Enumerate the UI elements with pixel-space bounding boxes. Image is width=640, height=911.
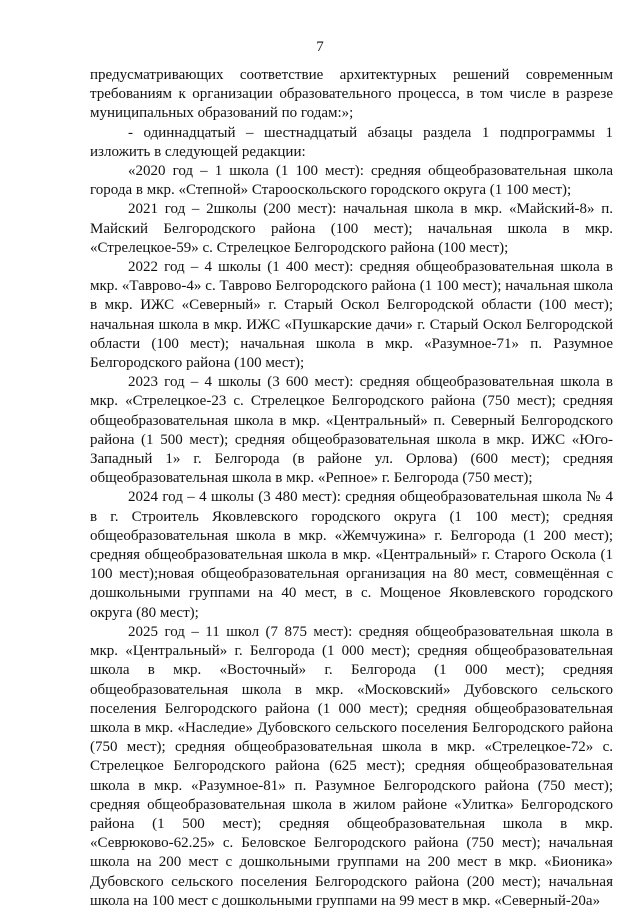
paragraph-1: предусматривающих соответствие архитектурных решений современным требованиям к организации образовательного процесса, в том числе в разрезе муниципальных образований по годам:»; [90, 67, 613, 122]
paragraph-8: 2025 год – 11 школ (7 875 мест): средняя общеобразовательная школа в мкр. «Центральный» г. Белгорода (1 000 мест); средняя общеобразовательная школа в мкр. «Восточный» г. Белгорода (1 000 мест); средняя общеобразовательная школа в мкр. «Московский» Дубовского сельского поселения Белгородского района (1 000 мест); средняя общеобразовательная школа в мкр. «Наследие» Дубовского сельского поселения Белгородского района (750 мест); средняя общеобразовательная школа в мкр. «Стрелецкое-72» с. Стрелецкое Белгородского района (625 мест); средняя общеобразовательная школа в мкр. «Разумное-81» п. Разумное Белгородского района (750 мест); средняя общеобразовательная школа в жилом районе «Улитка» Белгородского района (1 500 мест); средняя общеобразовательная школа в мкр. «Севрюково-62.25» с. Беловское Белгородского района (750 мест); начальная школа на 200 мест с дошкольными группами на 200 мест в мкр. «Бионика» Дубовского сельского поселения Белгородского района (200 мест); начальная школа на 100 мест с дошкольными группами на 99 мест в мкр. «Северный-20а» [90, 623, 613, 909]
document-body [90, 66, 613, 911]
paragraph-4: 2021 год – 2школы (200 мест): начальная школа в мкр. «Майский-8» п. Майский Белгородского района (100 мест); начальная школа в мкр. «Стрелецкое-59» с. Стрелецкое Белгородского района (100 мест); [90, 201, 613, 256]
paragraph-7: 2024 год – 4 школы (3 480 мест): средняя общеобразовательная школа № 4 в г. Строитель Яковлевского городского округа (1 100 мест); средняя общеобразовательная школа в мкр. «Жемчужина» г. Белгорода (1 200 мест); средняя общеобразовательная школа в мкр. «Центральный» г. Старого Оскола (1 100 мест);новая общеобразовательная организация на 80 мест, совмещённая с дошкольными группами на 40 мест, в с. Мощеное Яковлевского городского округа (80 мест); [90, 489, 613, 621]
page-number: 7 [316, 39, 324, 55]
paragraph-5: 2022 год – 4 школы (1 400 мест): средняя общеобразовательная школа в мкр. «Таврово-4» с. Таврово Белгородского района (1 100 мест); начальная школа в мкр. ИЖС «Северный» г. Старый Оскол Белгородской области (100 мест); начальная школа в мкр. ИЖС «Пушкарские дачи» г. Старый Оскол Белгородской области (100 мест); начальная школа в мкр. «Разумное-71» п. Разумное Белгородского района (100 мест); [90, 259, 613, 372]
paragraph-6: 2023 год – 4 школы (3 600 мест): средняя общеобразовательная школа в мкр. «Стрелецкое-23 с. Стрелецкое Белгородского района (750 мест); средняя общеобразовательная школа в мкр. «Центральный» п. Северный Белгородского района (1 500 мест); средняя общеобразовательная школа в мкр. ИЖС «Юго-Западный 1» г. Белгорода (в районе ул. Орлова) (600 мест); средняя общеобразовательная школа в мкр. «Репное» г. Белгорода (750 мест); [90, 374, 613, 487]
paragraph-3: «2020 год – 1 школа (1 100 мест): средняя общеобразовательная школа города в мкр. «Степной» Старооскольского городского округа (1 100 мест); [90, 163, 613, 199]
paragraph-2: - одиннадцатый – шестнадцатый абзацы раздела 1 подпрограммы 1 изложить в следующей редакции: [90, 124, 613, 160]
